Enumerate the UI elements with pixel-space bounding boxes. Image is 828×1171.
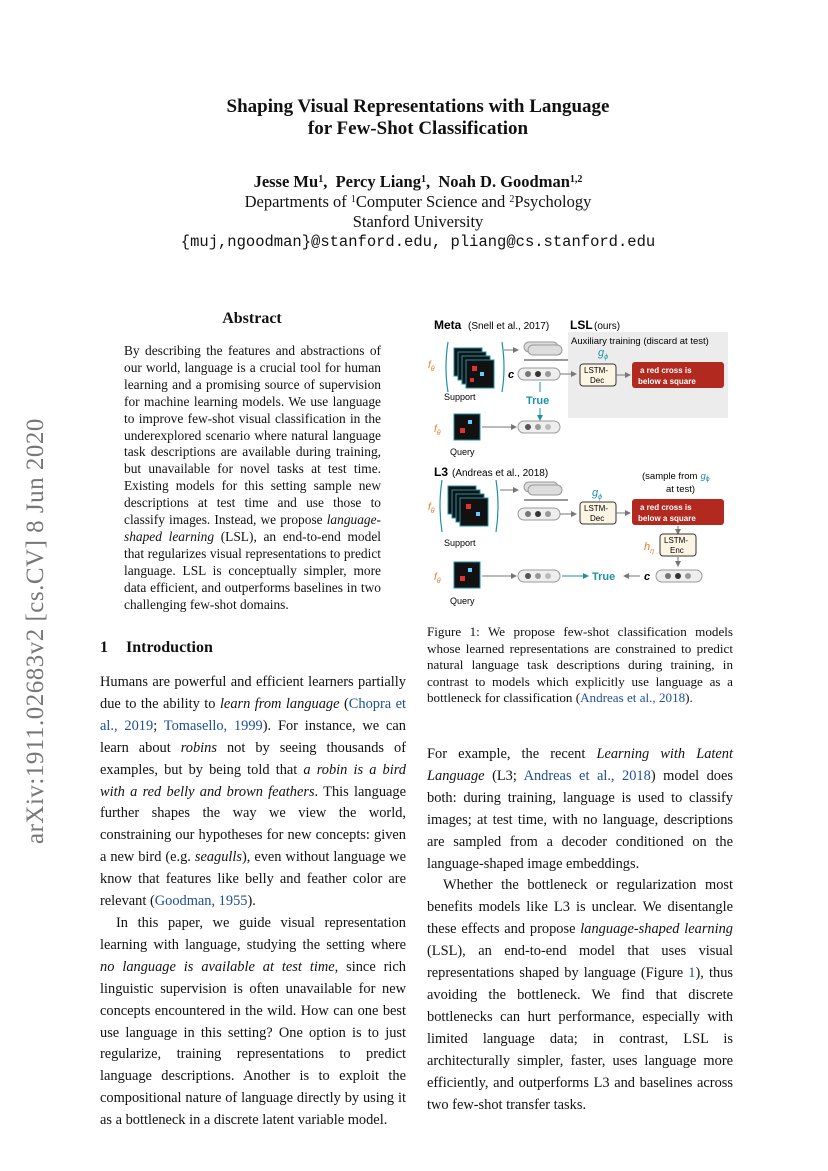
abstract-heading: Abstract	[222, 310, 282, 327]
title-line-2: for Few-Shot Classification	[307, 118, 529, 139]
citation-link[interactable]: Andreas et al., 2018	[580, 690, 686, 706]
support-image-stack-l3	[448, 486, 488, 526]
author-names: Jesse Mu$^1$, Percy Liang$^1$, Noah D. Goodman$^{1,2}$	[253, 172, 583, 191]
svg-text:LSTM-: LSTM-	[584, 366, 608, 375]
figure-1-diagram	[420, 312, 740, 612]
svg-text:LSTM-: LSTM-	[664, 536, 688, 545]
svg-text:below a square: below a square	[638, 514, 696, 523]
true-label-l3: True	[592, 571, 616, 583]
author-block	[180, 172, 656, 252]
paper-title	[180, 96, 656, 140]
citation-link[interactable]: Tomasello, 1999	[163, 717, 263, 734]
g-phi-label: $g_\phi$	[598, 347, 609, 361]
support-label-l3: Support	[444, 538, 476, 548]
lsl-sublabel: (ours)	[594, 321, 621, 332]
svg-text:fθ: $f_\theta$	[434, 572, 441, 585]
right-column-body	[427, 744, 733, 1116]
l3-citation: (Andreas et al., 2018)	[452, 468, 549, 479]
author-1: Jesse Mu	[253, 172, 319, 191]
citation-link[interactable]: Goodman, 1955	[154, 893, 248, 910]
svg-text:fθ: $f_\theta$	[428, 502, 435, 515]
intro-paragraph-4: Whether the bottleneck or regularization most benefits models like L3 is unclear. We disentangle these effects and propose language-shaped learning (LSL), an end-to-end model that uses visual representations shaped by language (Figure 1), thus avoiding the bottleneck. We find that discrete bottlenecks can hurt performance, especially with limited language data; in contrast, LSL is architecturally simpler, faster, uses language more efficiently, and outperforms L3 and baselines across two few-shot transfer tasks.	[427, 877, 734, 1113]
class-embedding-c: c	[508, 369, 515, 381]
intro-paragraph-3: For example, the recent Learning with Latent Language (L3; Andreas et al., 2018) model does both: during training, language is used to classify images; at test time, with no language, descriptions are sampled from a decoder conditioned on the language-shaped image embeddings.	[427, 746, 733, 872]
citation-link[interactable]: Andreas et al., 2018	[523, 767, 651, 784]
l3-label: L3	[434, 465, 449, 479]
left-column-body	[100, 672, 406, 1132]
affiliations: Departments of $^1$Computer Science and $^2$Psychology	[244, 192, 592, 211]
svg-text:gϕ: $g_\phi$	[592, 487, 603, 501]
intro-paragraph-2: In this paper, we guide visual representation learning with language, studying the setting where no language is available at test time, since rich linguistic supervision is often unavailable for new concepts encountered in the wild. How can one best use language in this setting? One option is to just regularize, training representations to predict language descriptions. Another is to exploit the compositional nature of language directly by using it as a bottleneck in a discrete latent variable model.	[100, 914, 406, 1129]
svg-text:Enc: Enc	[670, 546, 684, 555]
query-image-l3	[454, 562, 480, 588]
aux-training-label: Auxiliary training (discard at test)	[571, 336, 709, 347]
svg-text:Dec: Dec	[590, 376, 605, 385]
svg-text:fθ: $f_\theta$	[434, 424, 441, 437]
svg-text:below a square: below a square	[638, 377, 696, 386]
figure-reference-link[interactable]: 1	[688, 965, 696, 982]
meta-label: Meta	[434, 318, 462, 332]
citation-link[interactable]: Chopra et al., 2019	[100, 695, 407, 734]
query-label-l3: Query	[450, 596, 475, 606]
support-label: Support	[444, 392, 476, 402]
author-2: Percy Liang	[335, 172, 421, 191]
h-eta-label: $h_\eta$	[644, 541, 655, 555]
abstract-text: By describing the features and abstractions of our world, language is a crucial tool for human learning and a promising source of supervision for machine learning models. We use language to improve few-shot visual classification in the underexplored scenario where natural language task descriptions are available during training, but unavailable for novel tasks at test time. Existing models for this setting sample new descriptions at test time and use those to classify images. Instead, we propose language-shaped learning (LSL), an end-to-end model that regularizes visual representations to predict language. LSL is conceptually simpler, more data efficient, and outperforms baselines in two challenging few-shot domains.	[124, 343, 381, 612]
figure-1-caption: Figure 1: We propose few-shot classification models whose learned representations are constrained to predict natural language task descriptions during training, in contrast to models which explicitly use language as a bottleneck for classification (Andreas et al., 2018).	[427, 624, 733, 706]
arxiv-identifier: arXiv:1911.02683v2 [cs.CV] 8 Jun 2020	[22, 418, 49, 844]
intro-paragraph-1: Humans are powerful and efficient learners partially due to the ability to learn from language (Chopra et al., 2019; Tomasello, 1999). For instance, we can learn about robins not by seeing thousands of examples, but by being told that a robin is a bird with a red belly and brown feathers. This language further shapes the way we view the world, constraining our hypotheses for new concepts: given a new bird (e.g. seagulls), even without language we know that features like belly and feather color are relevant (Goodman, 1955).	[100, 674, 407, 910]
section-heading-introduction: 1 Introduction	[100, 639, 213, 656]
lsl-label: LSL	[570, 318, 593, 332]
svg-text:a red cross is: a red cross is	[640, 366, 692, 375]
university: Stanford University	[352, 212, 484, 231]
support-image-stack	[454, 348, 494, 388]
svg-text:Dec: Dec	[590, 514, 605, 523]
sample-note: (sample from $g_\phi$	[642, 471, 710, 483]
svg-text:a red cross is: a red cross is	[640, 503, 692, 512]
query-label-meta: Query	[450, 447, 475, 457]
svg-text:at test): at test)	[666, 484, 696, 495]
title-line-1: Shaping Visual Representations with Language	[226, 96, 610, 117]
meta-citation: (Snell et al., 2017)	[468, 321, 550, 332]
query-image-meta	[454, 414, 480, 440]
svg-text:LSTM-: LSTM-	[584, 504, 608, 513]
f-theta-label: $f_\theta$	[428, 360, 435, 373]
svg-text:c: c	[644, 571, 651, 583]
author-emails: {muj,ngoodman}@stanford.edu, pliang@cs.stanford.edu	[180, 233, 656, 251]
author-3: Noah D. Goodman	[438, 172, 570, 191]
true-label-meta: True	[526, 395, 550, 407]
